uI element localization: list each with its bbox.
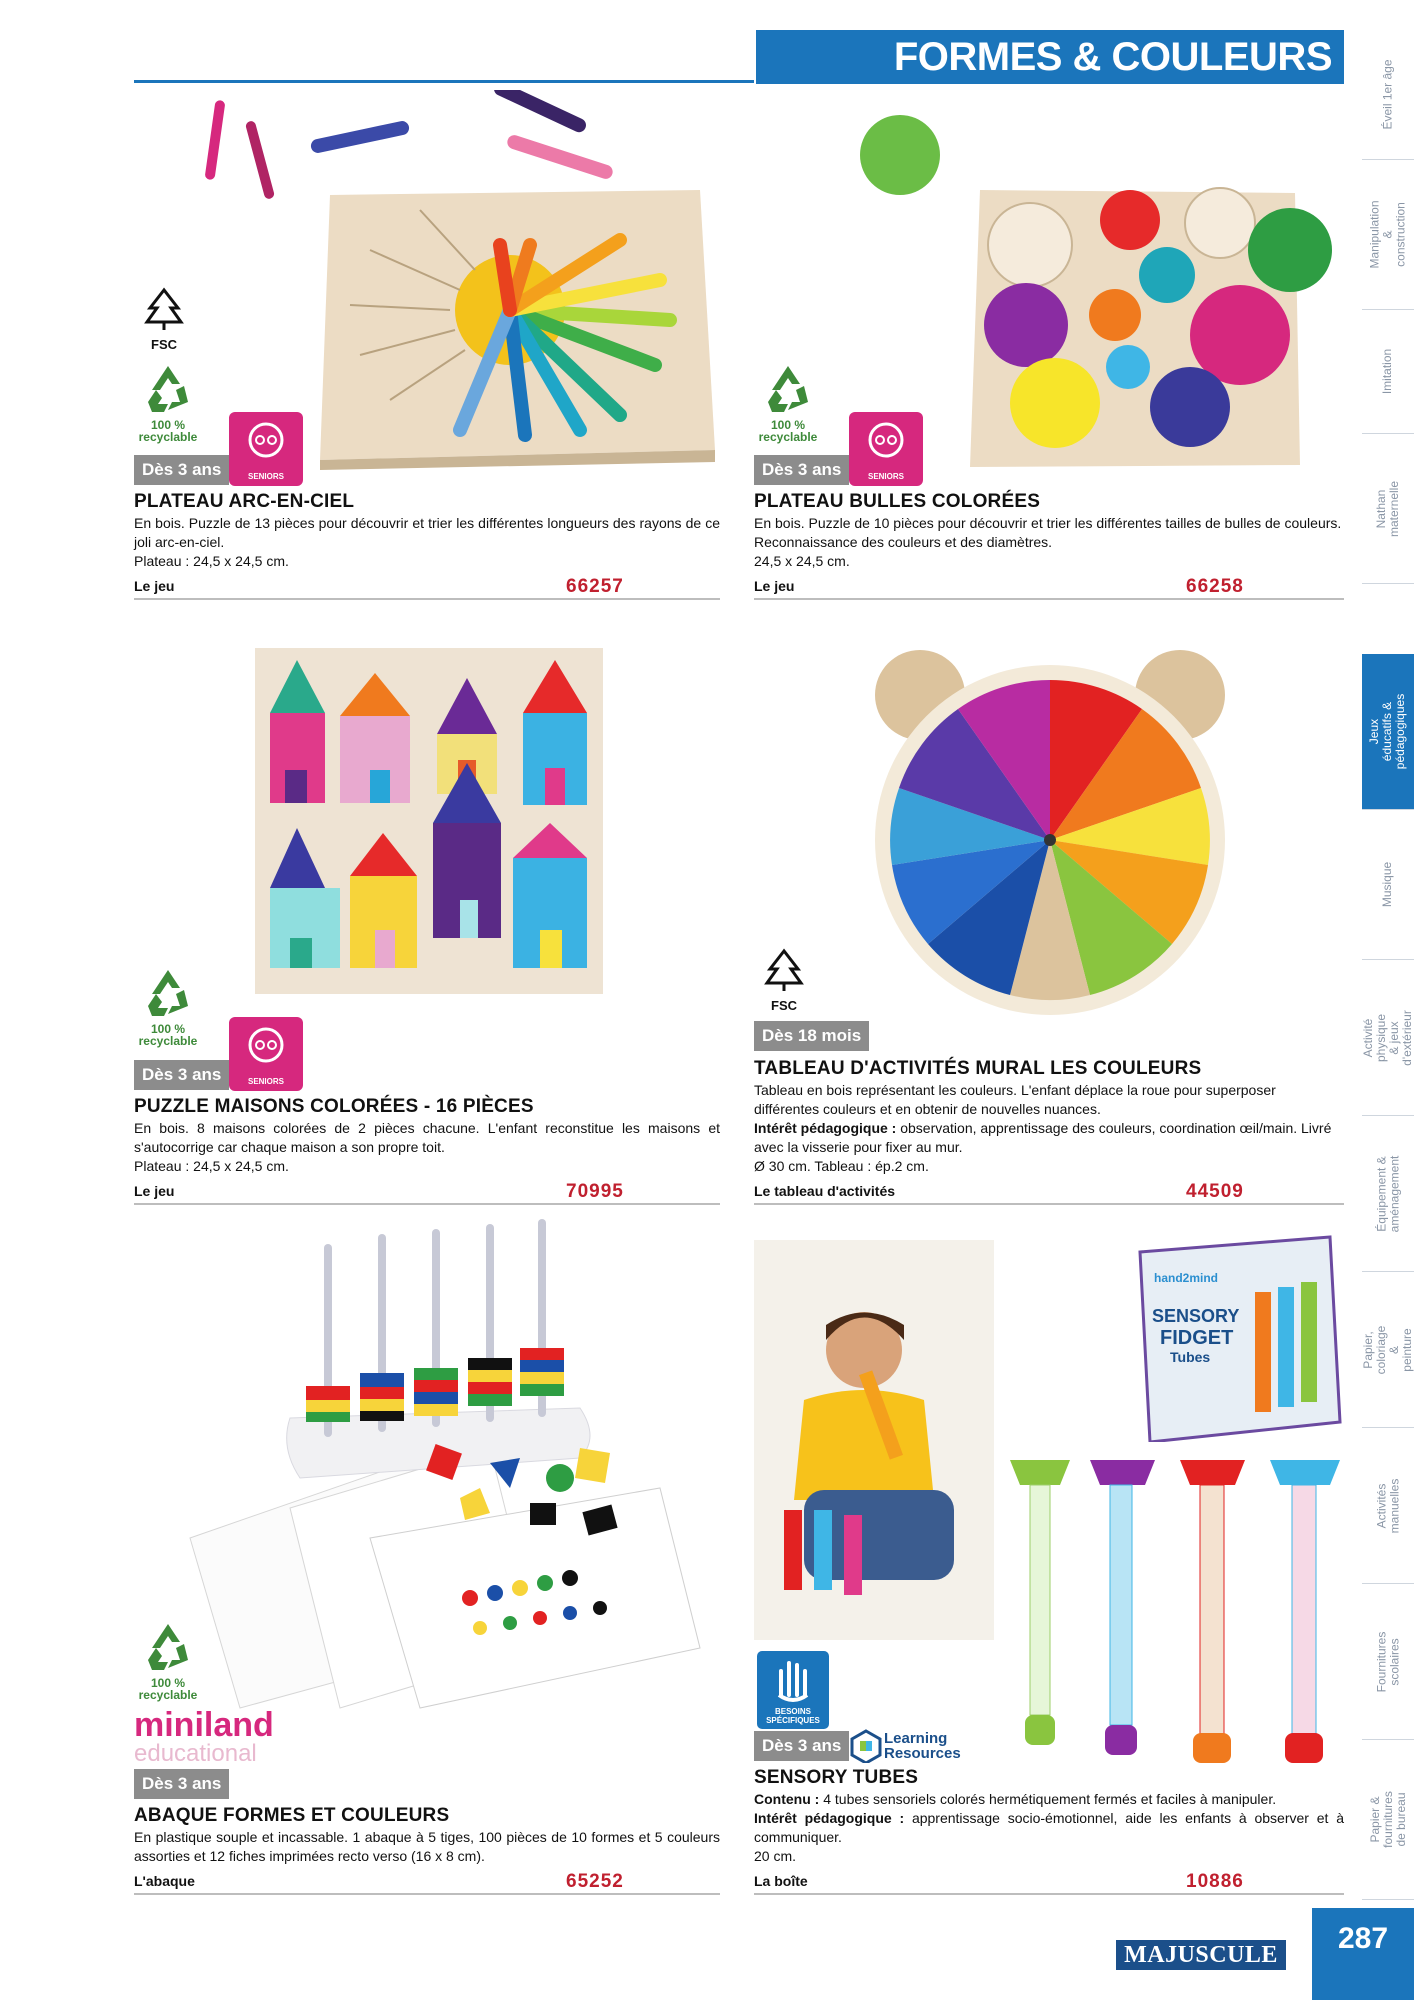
product-description (754, 514, 1344, 571)
fsc-tree-icon (760, 947, 808, 993)
sidebar-item-musique[interactable] (1362, 810, 1414, 960)
product-description (134, 1828, 720, 1866)
product-title: PLATEAU ARC-EN-CIEL (134, 491, 355, 512)
seniors-badge (849, 412, 923, 486)
age-badge: Dès 18 mois (754, 1021, 869, 1051)
section-title (756, 30, 1344, 84)
product-description (134, 1119, 720, 1176)
seniors-badge (229, 412, 303, 486)
box-brand-text: hand2mind (1154, 1271, 1219, 1285)
recycle-icon (140, 362, 196, 414)
sidebar-item-nathan[interactable] (1362, 434, 1414, 584)
miniland-logo: miniland (134, 1706, 274, 1744)
product-code[interactable]: 70995 (566, 1181, 624, 1202)
miniland-logo-sub: educational (134, 1740, 257, 1767)
product-description (754, 1790, 1344, 1866)
unit-label: L'abaque (134, 1873, 195, 1889)
sidebar-item-label: Activité physique & jeux d'extérieur (1361, 1009, 1414, 1066)
age-badge: Dès 3 ans (754, 455, 849, 485)
unit-label: Le jeu (754, 578, 795, 594)
size-text: Plateau : 24,5 x 24,5 cm. (134, 553, 289, 569)
hand-icon (757, 1651, 829, 1705)
sidebar-item-label: Papier, coloriage & peinture (1361, 1325, 1414, 1374)
sidebar-item-label: Manipulation & construction (1367, 200, 1408, 269)
sidebar-item-label: Musique (1380, 861, 1395, 908)
product-title: ABAQUE FORMES ET COULEURS (134, 1805, 450, 1826)
sidebar-item-eveil[interactable] (1362, 30, 1414, 160)
unit-label: Le tableau d'activités (754, 1183, 896, 1199)
fsc-tree-icon (140, 286, 188, 332)
seniors-label: SENIORS (247, 1077, 284, 1086)
product-title: TABLEAU D'ACTIVITÉS MURAL LES COULEURS (754, 1058, 1202, 1079)
seniors-badge (229, 1017, 303, 1091)
recyclable-label: 100 % recyclable (758, 418, 818, 444)
description-text: En plastique souple et incassable. 1 abaque à 5 tiges, 100 pièces de 10 formes et 5 couleurs assorties et 12 fiches imprimées recto verso (16 x 8 cm). (134, 1829, 720, 1864)
seniors-label: SENIORS (867, 472, 904, 481)
product-description (134, 514, 720, 571)
sidebar-item-jeux-educatifs[interactable] (1362, 654, 1414, 810)
sidebar-item-imitation[interactable] (1362, 310, 1414, 434)
seniors-label: SENIORS (247, 472, 284, 481)
contenu-text: 4 tubes sensoriels colorés hermétiquement fermés et faciles à manipuler. (819, 1791, 1277, 1807)
price-row (134, 1871, 720, 1895)
learning-resources-logo: Learning Resources (884, 1730, 961, 1762)
sidebar-item-activite-physique[interactable] (1362, 960, 1414, 1116)
age-badge: Dès 3 ans (134, 1769, 229, 1799)
recyclable-label: 100 % recyclable (138, 418, 198, 444)
fsc-badge (134, 286, 194, 352)
interet-text: apprentissage socio-émotionnel, aide les enfants à observer et à communiquer. (754, 1810, 1344, 1845)
fsc-label: FSC (151, 337, 177, 352)
svg-text:Tubes: Tubes (1170, 1349, 1211, 1365)
recyclable-badge (128, 362, 208, 443)
price-row (754, 576, 1344, 600)
majuscule-logo: MAJUSCULE (1116, 1940, 1286, 1970)
recyclable-badge (128, 966, 208, 1047)
description-text: En bois. Puzzle de 10 pièces pour découvrir et trier les différentes tailles de bulles de couleurs. Reconnaissance des couleurs et des diamètres. (754, 515, 1342, 550)
sensory-box-image (1130, 1232, 1344, 1442)
description-text: En bois. Puzzle de 13 pièces pour découvrir et trier les différentes longueurs des rayons de ce joli arc-en-ciel. (134, 515, 720, 550)
recyclable-badge (128, 1620, 208, 1701)
besoins-specifiques-badge (757, 1651, 829, 1729)
recycle-icon (140, 1620, 196, 1672)
price-row (754, 1181, 1344, 1205)
age-badge: Dès 3 ans (134, 455, 229, 485)
recyclable-label: 100 % recyclable (138, 1022, 198, 1048)
sidebar-item-equipement[interactable] (1362, 1116, 1414, 1272)
learning-resources-icon (850, 1729, 882, 1763)
size-text: Ø 30 cm. Tableau : ép.2 cm. (754, 1158, 929, 1174)
recycle-icon (140, 966, 196, 1018)
product-title: SENSORY TUBES (754, 1767, 919, 1788)
unit-label: La boîte (754, 1873, 808, 1889)
sidebar-item-label: Éveil 1er âge (1380, 59, 1395, 130)
svg-text:SENSORY: SENSORY (1152, 1306, 1240, 1326)
product-description (754, 1081, 1344, 1176)
price-row (754, 1871, 1344, 1895)
fsc-badge (754, 947, 814, 1013)
svg-text:FIDGET: FIDGET (1160, 1327, 1234, 1349)
page-number: 287 (1312, 1908, 1414, 2000)
interet-text: observation, apprentissage des couleurs, coordination œil/main. Livré avec la visserie pour fixer au mur. (754, 1120, 1332, 1155)
contenu-label: Contenu : (754, 1791, 820, 1807)
sensory-tubes-image (1005, 1455, 1345, 1775)
recyclable-badge (748, 362, 828, 443)
houses-puzzle-image (255, 648, 603, 994)
senior-face-icon (229, 1017, 303, 1077)
product-code[interactable]: 66258 (1186, 576, 1244, 597)
header-rule (134, 80, 754, 83)
child-photo-image (754, 1240, 994, 1640)
product-title: PLATEAU BULLES COLORÉES (754, 491, 1041, 512)
unit-label: Le jeu (134, 578, 175, 594)
sidebar-spacer (1362, 584, 1414, 654)
product-code[interactable]: 44509 (1186, 1181, 1244, 1202)
description-text: En bois. 8 maisons colorées de 2 pièces chacune. L'enfant reconstitue les maisons et s'autocorrige car chaque maison a son propre toit. (134, 1120, 720, 1155)
section-title-text: FORMES & COULEURS (893, 34, 1332, 79)
price-row (134, 576, 720, 600)
price-row (134, 1181, 720, 1205)
product-code[interactable]: 66257 (566, 576, 624, 597)
sidebar-item-label: Équipement & aménagement (1374, 1155, 1401, 1232)
age-badge: Dès 3 ans (134, 1060, 229, 1090)
interet-label: Intérêt pédagogique : (754, 1120, 897, 1136)
sidebar-item-papier-bureau[interactable] (1362, 1740, 1414, 1900)
sidebar-item-papier-coloriage[interactable] (1362, 1272, 1414, 1428)
product-title: PUZZLE MAISONS COLORÉES - 16 PIÈCES (134, 1096, 534, 1117)
abacus-image (160, 1208, 720, 1718)
sidebar-item-label: Jeux éducatifs & pédagogiques (1367, 693, 1408, 770)
besoins-label: BESOINS SPÉCIFIQUES (766, 1707, 820, 1725)
product-code[interactable]: 10886 (1186, 1871, 1244, 1892)
sidebar-item-label: Papier & fournitures de bureau (1367, 1791, 1408, 1848)
color-wheel-board-image (860, 645, 1240, 1025)
fsc-label: FSC (771, 998, 797, 1013)
sidebar-item-label: Nathan maternelle (1374, 480, 1401, 537)
description-text: Tableau en bois représentant les couleurs. L'enfant déplace la roue pour superposer différentes couleurs et en obtenir de nouvelles nuances. (754, 1082, 1276, 1117)
size-text: Plateau : 24,5 x 24,5 cm. (134, 1158, 289, 1174)
size-text: 20 cm. (754, 1848, 797, 1864)
size-text: 24,5 x 24,5 cm. (754, 553, 850, 569)
interet-label: Intérêt pédagogique : (754, 1810, 905, 1826)
recycle-icon (760, 362, 816, 414)
sidebar-item-fournitures-scolaires[interactable] (1362, 1584, 1414, 1740)
senior-face-icon (229, 412, 303, 472)
chapter-sidebar (1362, 30, 1414, 1900)
sidebar-item-label: Activités manuelles (1374, 1478, 1402, 1533)
recyclable-label: 100 % recyclable (138, 1676, 198, 1702)
sidebar-item-label: Imitation (1380, 348, 1395, 395)
sidebar-item-manipulation[interactable] (1362, 160, 1414, 310)
unit-label: Le jeu (134, 1183, 175, 1199)
sidebar-item-label: Fournitures scolaires (1374, 1631, 1402, 1692)
product-code[interactable]: 65252 (566, 1871, 624, 1892)
age-badge: Dès 3 ans (754, 1731, 849, 1761)
senior-face-icon (849, 412, 923, 472)
sidebar-item-activites-manuelles[interactable] (1362, 1428, 1414, 1584)
